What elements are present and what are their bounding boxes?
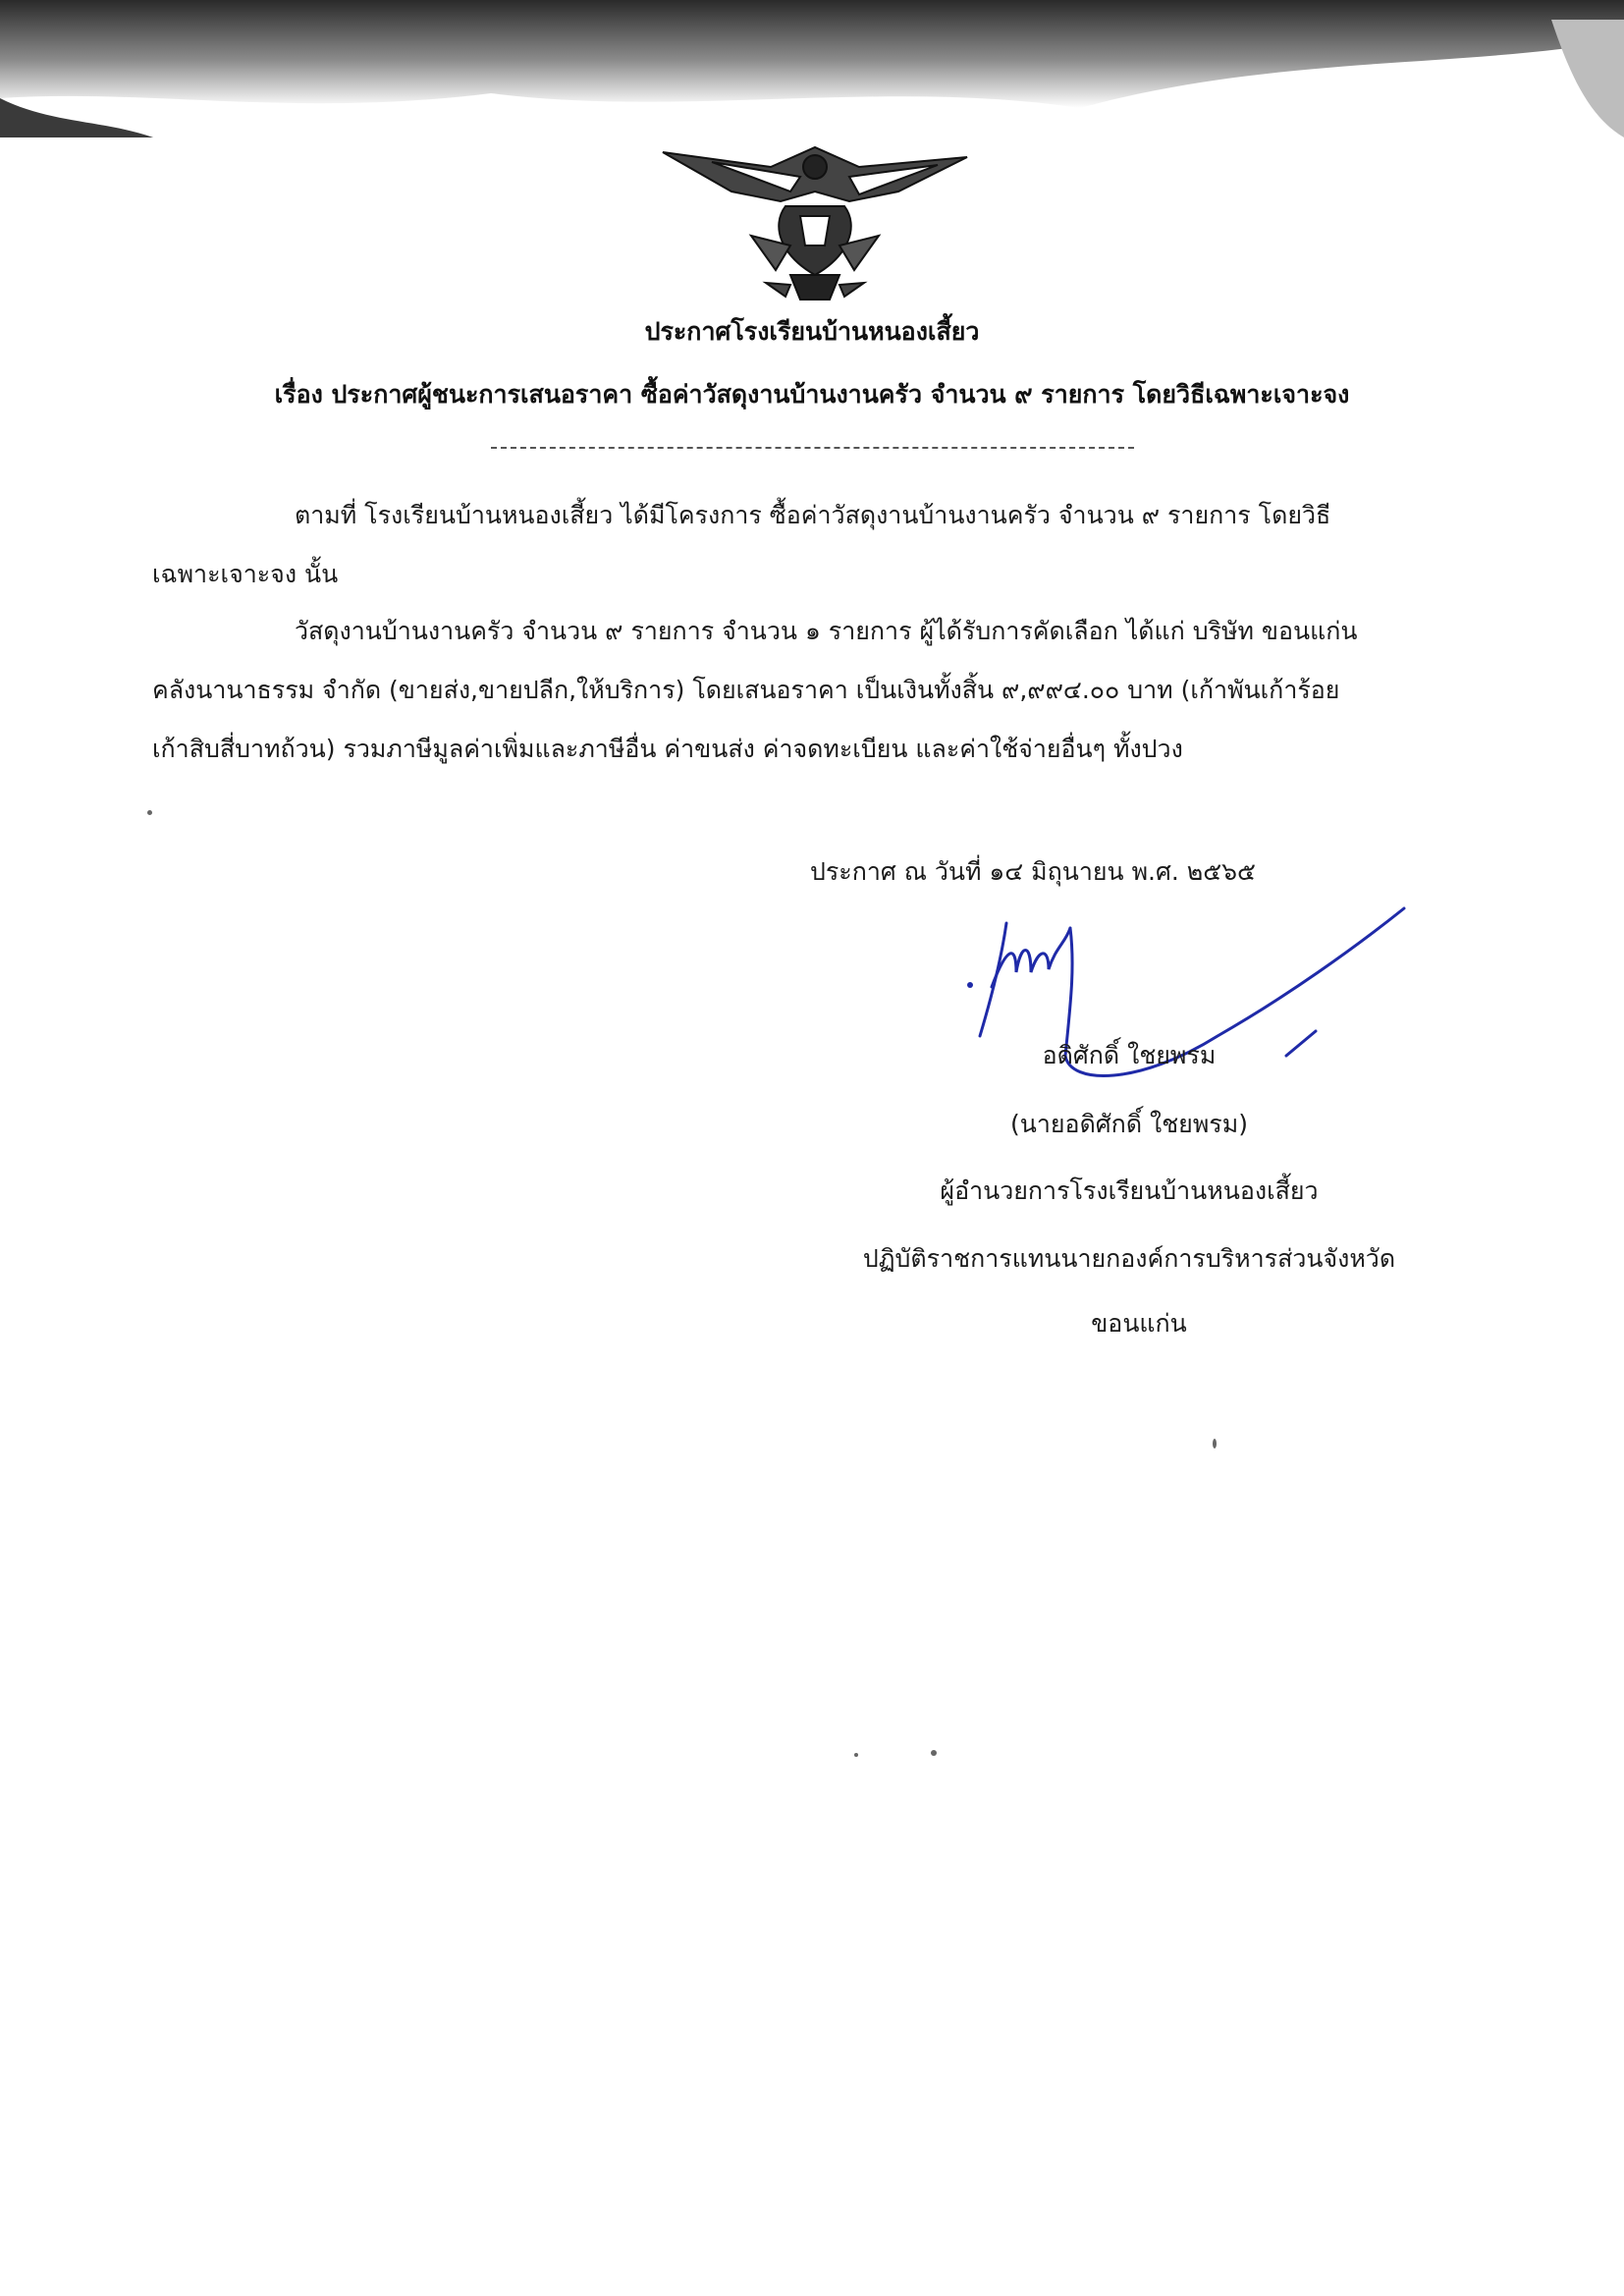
signer-province: ขอนแก่น	[1091, 1309, 1187, 1338]
paragraph-line: เก้าสิบสี่บาทถ้วน) รวมภาษีมูลค่าเพิ่มและภาษีอื่น ค่าขนส่ง ค่าจดทะเบียน และค่าใช้จ่ายอื่นๆ ทั้งปวง	[152, 735, 1183, 763]
scan-speck	[147, 810, 152, 815]
scan-edge-shadow	[0, 0, 1624, 137]
announcement-title: ประกาศโรงเรียนบ้านหนองเสี้ยว	[644, 317, 980, 346]
signer-name: อดิศักดิ์ ใชยพรม	[1042, 1041, 1217, 1069]
scan-speck	[1213, 1439, 1217, 1449]
paragraph-line: คลังนานาธรรม จำกัด (ขายส่ง,ขายปลีก,ให้บริการ) โดยเสนอราคา เป็นเงินทั้งสิ้น ๙,๙๙๔.๐๐ บาท (เก้าพันเก้าร้อย	[152, 676, 1340, 704]
garuda-emblem-icon	[653, 137, 977, 304]
paragraph-project	[152, 486, 1468, 604]
signer-full-name: (นายอดิศักดิ์ ใชยพรม)	[1010, 1110, 1248, 1138]
paragraph-winner	[152, 602, 1468, 779]
paragraph-line: วัสดุงานบ้านงานครัว จำนวน ๙ รายการ จำนวน ๑ รายการ ผู้ได้รับการคัดเลือก ได้แก่ บริษัท ขอนแก่น	[295, 617, 1358, 645]
scan-speck	[854, 1753, 858, 1757]
announcement-date: ประกาศ ณ วันที่ ๑๔ มิถุนายน พ.ศ. ๒๕๖๕	[810, 857, 1256, 886]
announcement-subject: เรื่อง ประกาศผู้ชนะการเสนอราคา ซื้อค่าวัสดุงานบ้านงานครัว จำนวน ๙ รายการ โดยวิธีเฉพาะเจาะจง	[274, 380, 1350, 409]
scan-speck	[931, 1750, 937, 1756]
signer-position: ผู้อำนวยการโรงเรียนบ้านหนองเสี้ยว	[940, 1176, 1319, 1205]
divider-rule	[491, 447, 1134, 449]
paragraph-line: เฉพาะเจาะจง นั้น	[152, 560, 339, 588]
paragraph-line: ตามที่ โรงเรียนบ้านหนองเสี้ยว ได้มีโครงการ ซื้อค่าวัสดุงานบ้านงานครัว จำนวน ๙ รายการ โดยวิธี	[295, 501, 1331, 529]
signer-acting-position: ปฏิบัติราชการแทนนายกองค์การบริหารส่วนจังหวัด	[862, 1244, 1396, 1273]
